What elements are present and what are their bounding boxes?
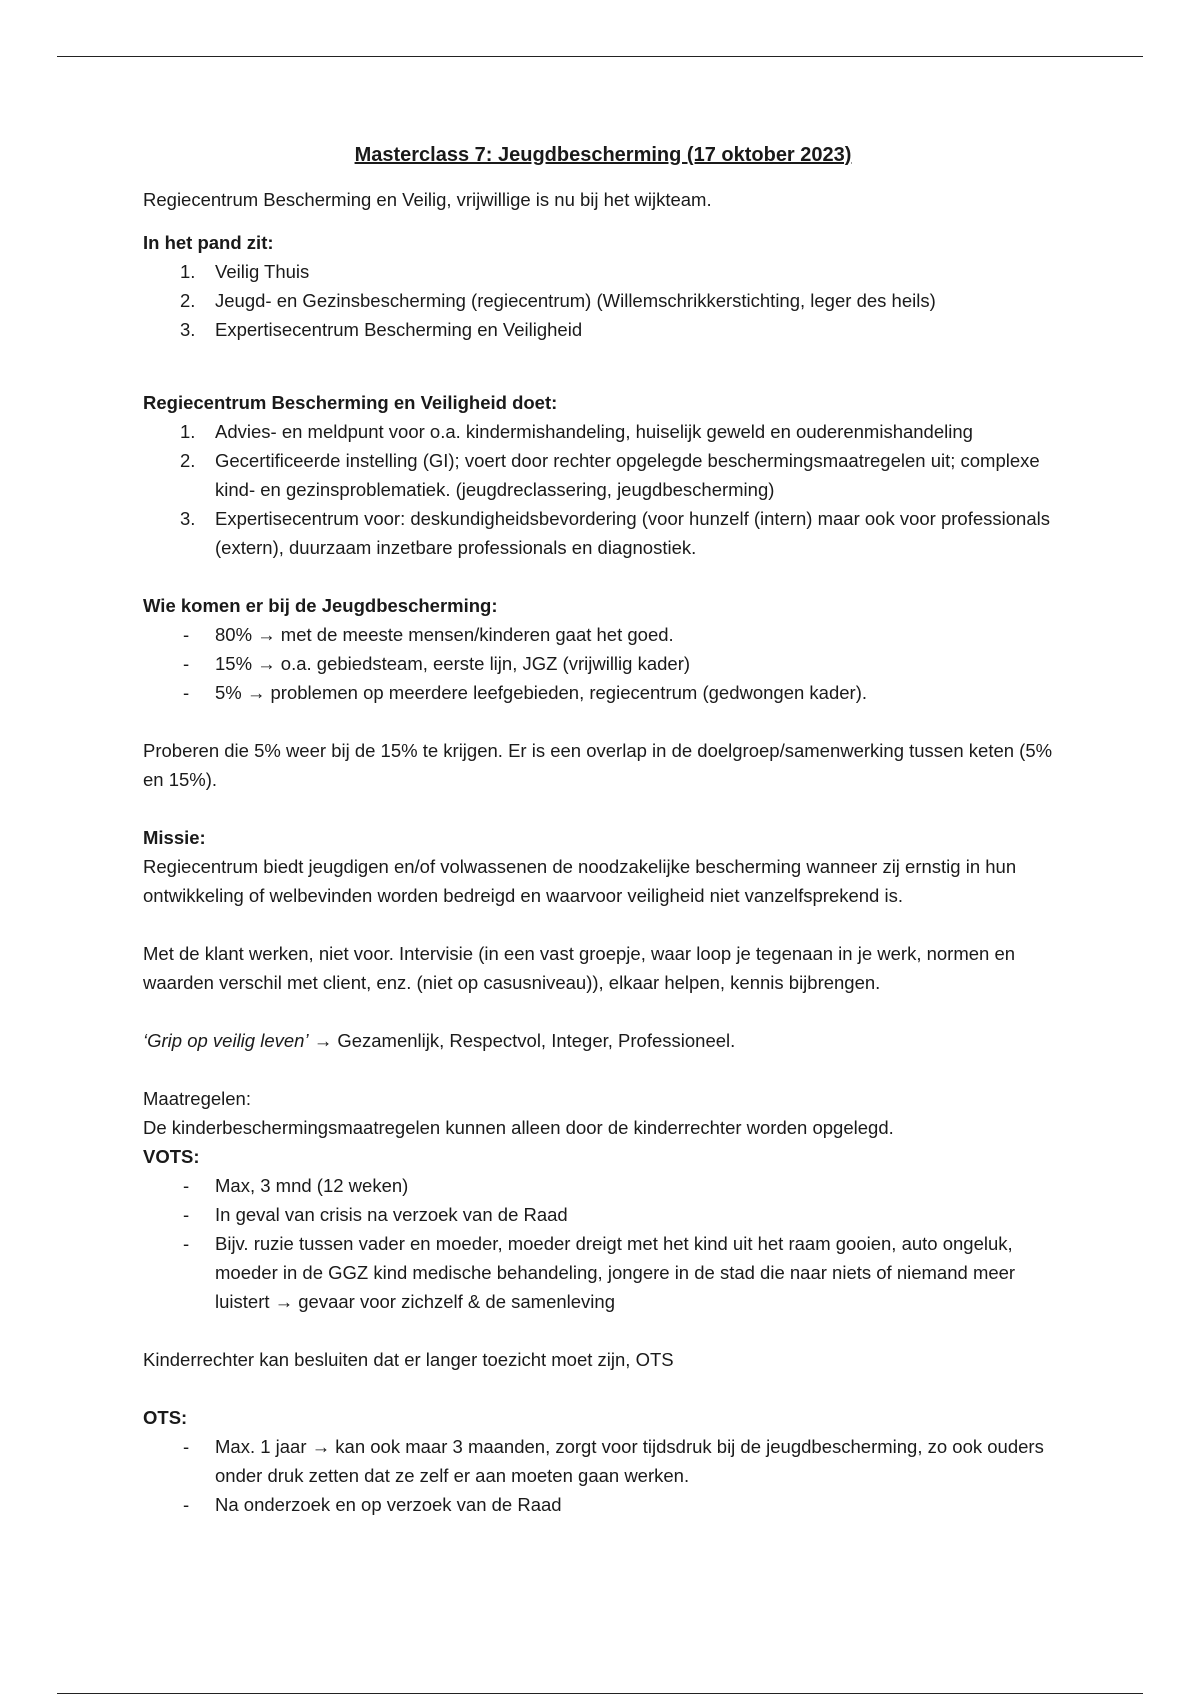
list-item: - 5% → problemen op meerdere leefgebieden, regiecentrum (gedwongen kader).: [183, 682, 867, 703]
header-rule: [57, 56, 1143, 57]
list-item: 3. Expertisecentrum Bescherming en Veiligheid: [180, 319, 583, 340]
proberen-paragraph: Proberen die 5% weer bij de 15% te krijgen. Er is een overlap in de doelgroep/samenwerking tussen keten (5% en 15%).: [143, 740, 1053, 790]
list-item: - In geval van crisis na verzoek van de Raad: [183, 1204, 568, 1225]
list-item: 1. Advies- en meldpunt voor o.a. kindermishandeling, huiselijk geweld en ouderenmishandeling: [180, 421, 973, 442]
pand-heading: In het pand zit:: [143, 232, 274, 253]
klant-paragraph: Met de klant werken, niet voor. Intervisie (in een vast groepje, waar loop je tegenaan in je werk, normen en waarden verschil met client, enz. (niet op casusniveau)), elkaar helpen, kennis bijbrengen.: [143, 943, 1016, 993]
intro-paragraph: Regiecentrum Bescherming en Veilig, vrijwillige is nu bij het wijkteam.: [143, 189, 712, 210]
list-item: - Max. 1 jaar → kan ook maar 3 maanden, zorgt voor tijdsdruk bij de jeugdbescherming, zo ook ouders onder druk zetten dat ze zelf er aan moeten gaan werken.: [183, 1436, 1044, 1486]
list-item: 1. Veilig Thuis: [180, 261, 310, 282]
list-item: - Max, 3 mnd (12 weken): [183, 1175, 409, 1196]
vots-heading: VOTS:: [143, 1146, 200, 1167]
list-item: 2. Jeugd- en Gezinsbescherming (regiecentrum) (Willemschrikkerstichting, leger des heils): [180, 290, 936, 311]
list-item: 3. Expertisecentrum voor: deskundigheidsbevordering (voor hunzelf (intern) maar ook voor professionals (extern), duurzaam inzetbare professionals en diagnostiek.: [180, 508, 1050, 558]
wie-list: [143, 620, 1063, 707]
ots-heading: OTS:: [143, 1407, 188, 1428]
list-item: - Bijv. ruzie tussen vader en moeder, moeder dreigt met het kind uit het raam gooien, auto ongeluk, moeder in de GGZ kind medische behandeling, jongere in de stad die naar niets of niemand meer luistert → gevaar voor zichzelf & de samenleving: [183, 1233, 1016, 1312]
wie-heading: Wie komen er bij de Jeugdbescherming:: [143, 595, 498, 616]
list-item: - 15% → o.a. gebiedsteam, eerste lijn, JGZ (vrijwillig kader): [183, 653, 691, 674]
list-item: - 80% → met de meeste mensen/kinderen gaat het goed.: [183, 624, 674, 645]
list-item: 2. Gecertificeerde instelling (GI); voert door rechter opgelegde beschermingsmaatregelen uit; complexe kind- en gezinsproblematiek. (jeugdreclassering, jeugdbescherming): [180, 450, 1040, 500]
maatregelen-heading: Maatregelen:: [143, 1088, 251, 1109]
missie-paragraph: Regiecentrum biedt jeugdigen en/of volwassenen de noodzakelijke bescherming wanneer zij ernstig in hun ontwikkeling of welbevinden worden bedreigd en waarvoor veiligheid niet vanzelfsprekend is.: [143, 856, 1017, 906]
document-body: [143, 140, 1063, 1519]
pand-list: [143, 257, 1063, 344]
grip-paragraph: ‘Grip op veilig leven’ → Gezamenlijk, Respectvol, Integer, Professioneel.: [143, 1030, 736, 1051]
ots-list: [143, 1432, 1063, 1519]
doet-list: [143, 417, 1063, 562]
kinderrechter-paragraph: Kinderrechter kan besluiten dat er langer toezicht moet zijn, OTS: [143, 1349, 674, 1370]
list-item: - Na onderzoek en op verzoek van de Raad: [183, 1494, 562, 1515]
vots-list: [143, 1171, 1063, 1316]
footer-rule: [57, 1693, 1143, 1694]
maatregelen-paragraph: De kinderbeschermingsmaatregelen kunnen alleen door de kinderrechter worden opgelegd.: [143, 1117, 894, 1138]
doet-heading: Regiecentrum Bescherming en Veiligheid doet:: [143, 392, 558, 413]
missie-heading: Missie:: [143, 827, 206, 848]
page-title: Masterclass 7: Jeugdbescherming (17 oktober 2023): [354, 144, 852, 166]
grip-quote: ‘Grip op veilig leven’: [143, 1030, 309, 1051]
